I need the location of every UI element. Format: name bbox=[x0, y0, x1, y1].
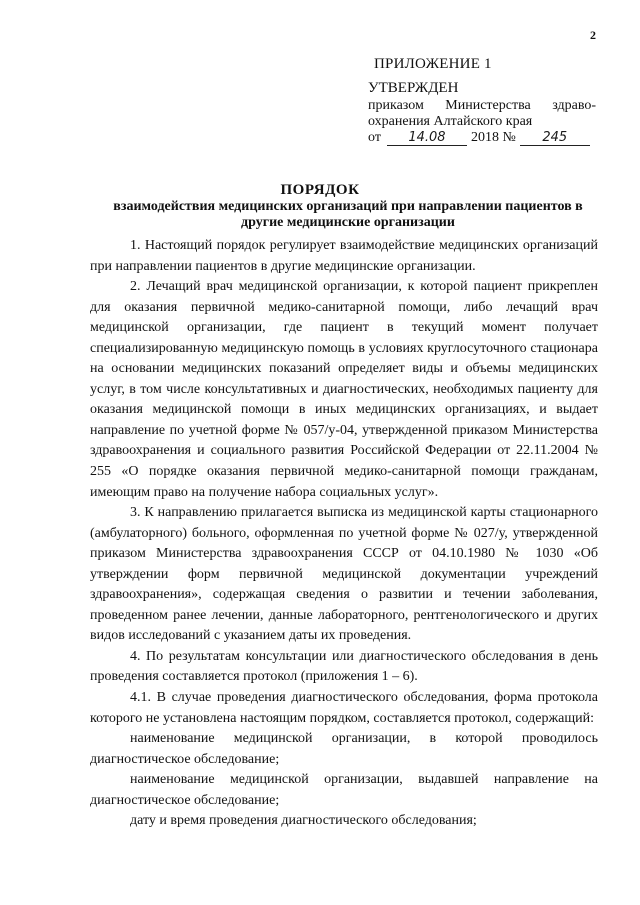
paragraph-1: 1. Настоящий порядок регулирует взаимодействие медицинских организаций при направлении пациентов в другие медицинские организации. bbox=[90, 238, 598, 274]
list-item: дату и время проведения диагностического обследования; bbox=[130, 813, 477, 829]
year-number-label: 2018 № bbox=[470, 130, 516, 145]
list-item: наименование медицинской организации, выдавшей направление на диагностическое обследование; bbox=[90, 772, 598, 808]
order-word: приказом bbox=[368, 98, 424, 113]
order-line-1 bbox=[368, 98, 596, 114]
order-reference bbox=[368, 98, 596, 146]
date-prefix: от bbox=[368, 130, 381, 145]
document-subtitle: взаимодействия медицинских организаций при направлении пациентов в другие медицинские организации bbox=[113, 199, 583, 230]
order-word: здраво- bbox=[552, 98, 596, 113]
paragraph-3: 3. К направлению прилагается выписка из медицинской карты стационарного (амбулаторного) больного, оформленная по учетной форме № 027/у, утвержденной приказом Министерства здравоохранения СССР от 04.10.1980 № 1030 «Об утверждении форм первичной медицинской документации учреждений здравоохранения», содержащая сведения о развитии и течении заболевания, проведенном ранее лечении, данные лабораторного, рентгенологического и других видов исследований с указанием даты их проведения. bbox=[90, 505, 598, 644]
order-date-line bbox=[368, 130, 596, 146]
handwritten-order-number: 245 bbox=[520, 131, 590, 146]
order-line-2: охранения Алтайского края bbox=[368, 114, 533, 129]
paragraph-2: 2. Лечащий врач медицинской организации, к которой пациент прикреплен для оказания первичной медико-санитарной помощи, либо лечащий врач медицинской организации, где пациент в текущий момент получает специализированную медицинскую помощь в условиях круглосуточного стационара на основании медицинских показаний определяет виды и объемы медицинских услуг, в том числе консультативных и диагностических, необходимых пациенту для оказания медицинской помощи в иных медицинских организациях, и выдает направление по учетной форме № 057/у-04, утвержденной приказом Министерства здравоохранения и социального развития Российской Федерации от 22.11.2004 № 255 «О порядке оказания первичной медико-санитарной помощи гражданам, имеющим право на получение набора социальных услуг». bbox=[90, 279, 598, 500]
appendix-label: ПРИЛОЖЕНИЕ 1 bbox=[374, 56, 492, 72]
order-word: Министерства bbox=[445, 98, 531, 113]
handwritten-date: 14.08 bbox=[387, 131, 467, 146]
paragraph-4: 4. По результатам консультации или диагностического обследования в день проведения составляется протокол (приложения 1 – 6). bbox=[90, 648, 598, 685]
approved-label: УТВЕРЖДЕН bbox=[368, 80, 459, 96]
list-item: наименование медицинской организации, в которой проводилось диагностическое обследование; bbox=[90, 731, 598, 767]
page-number: 2 bbox=[590, 28, 596, 42]
document-title: ПОРЯДОК bbox=[280, 182, 360, 198]
paragraph-4-1: 4.1. В случае проведения диагностического обследования, форма протокола которого не установлена настоящим порядком, составляется протокол, содержащий: bbox=[90, 690, 598, 726]
document-body bbox=[90, 236, 598, 832]
